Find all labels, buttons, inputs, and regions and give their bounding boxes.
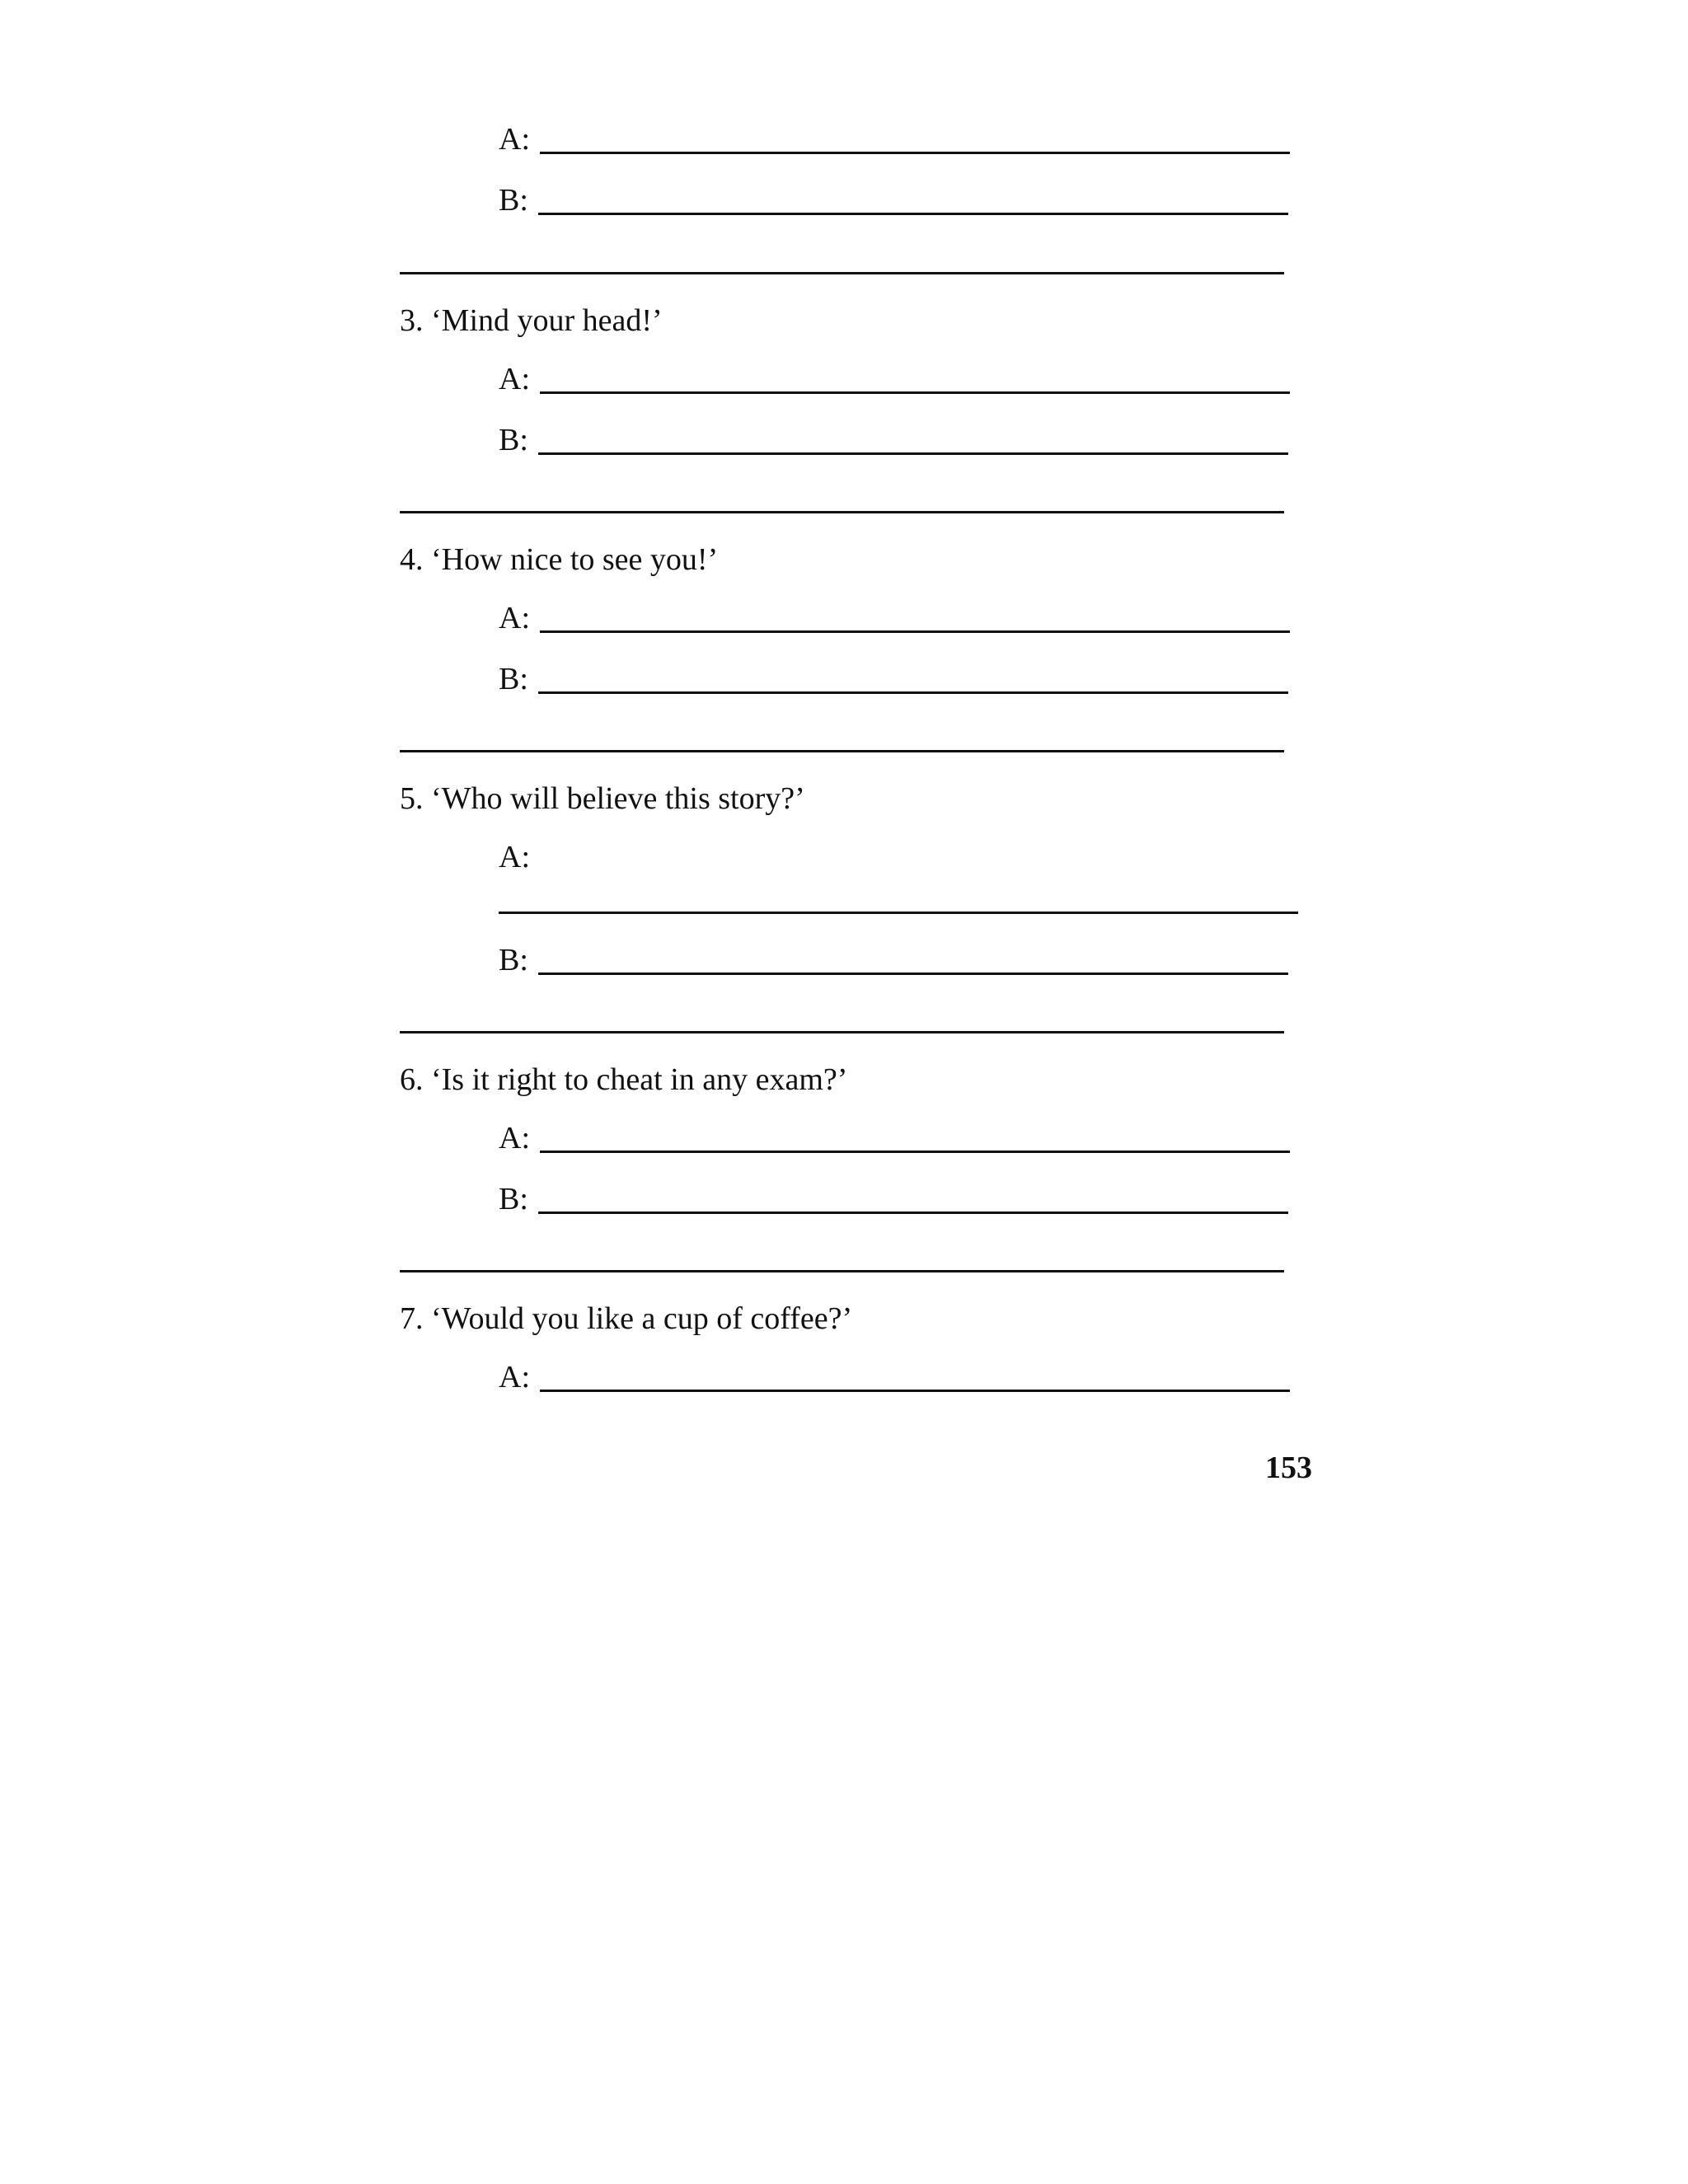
- answer-line-a[interactable]: [540, 1390, 1290, 1392]
- question-6: [400, 1064, 847, 1095]
- separator-line: [400, 1031, 1284, 1033]
- question-5: [400, 783, 805, 814]
- answer-line-b[interactable]: [538, 1212, 1288, 1214]
- answer-line-a[interactable]: [540, 630, 1290, 633]
- question-number: 4.: [400, 542, 424, 577]
- answer-line-b[interactable]: [538, 452, 1288, 455]
- answer-line-a[interactable]: [499, 912, 1298, 914]
- question-4: [400, 544, 718, 575]
- question-prompt: ‘Who will believe this story?’: [431, 781, 805, 816]
- answer-label-a: A:: [499, 122, 530, 157]
- question-prompt: ‘Mind your head!’: [431, 303, 663, 338]
- question-prompt: ‘Is it right to cheat in any exam?’: [431, 1062, 848, 1097]
- question-number: 7.: [400, 1301, 424, 1336]
- answer-line-b[interactable]: [538, 213, 1288, 215]
- answer-line-a[interactable]: [540, 1151, 1290, 1153]
- question-3: [400, 305, 663, 336]
- answer-line-a[interactable]: [540, 391, 1290, 394]
- answer-label-a: A:: [499, 1360, 530, 1394]
- separator-line: [400, 1270, 1284, 1272]
- answer-label-a: A:: [499, 362, 530, 396]
- question-number: 5.: [400, 781, 424, 816]
- question-number: 3.: [400, 303, 424, 338]
- answer-label-a: A:: [499, 840, 530, 874]
- answer-label-a: A:: [499, 1121, 530, 1155]
- answer-line-b[interactable]: [538, 972, 1288, 975]
- answer-line-b[interactable]: [538, 691, 1288, 694]
- question-number: 6.: [400, 1062, 424, 1097]
- question-prompt: ‘How nice to see you!’: [431, 542, 719, 577]
- separator-line: [400, 750, 1284, 752]
- answer-label-b: B:: [499, 943, 528, 977]
- answer-label-a: A:: [499, 601, 530, 635]
- page-number: 153: [1265, 1451, 1312, 1485]
- answer-line-a[interactable]: [540, 152, 1290, 154]
- answer-label-b: B:: [499, 183, 528, 218]
- answer-label-b: B:: [499, 662, 528, 696]
- answer-label-b: B:: [499, 1182, 528, 1216]
- question-prompt: ‘Would you like a cup of coffee?’: [431, 1301, 853, 1336]
- separator-line: [400, 511, 1284, 513]
- answer-label-b: B:: [499, 423, 528, 457]
- separator-line: [400, 272, 1284, 274]
- question-7: [400, 1303, 852, 1334]
